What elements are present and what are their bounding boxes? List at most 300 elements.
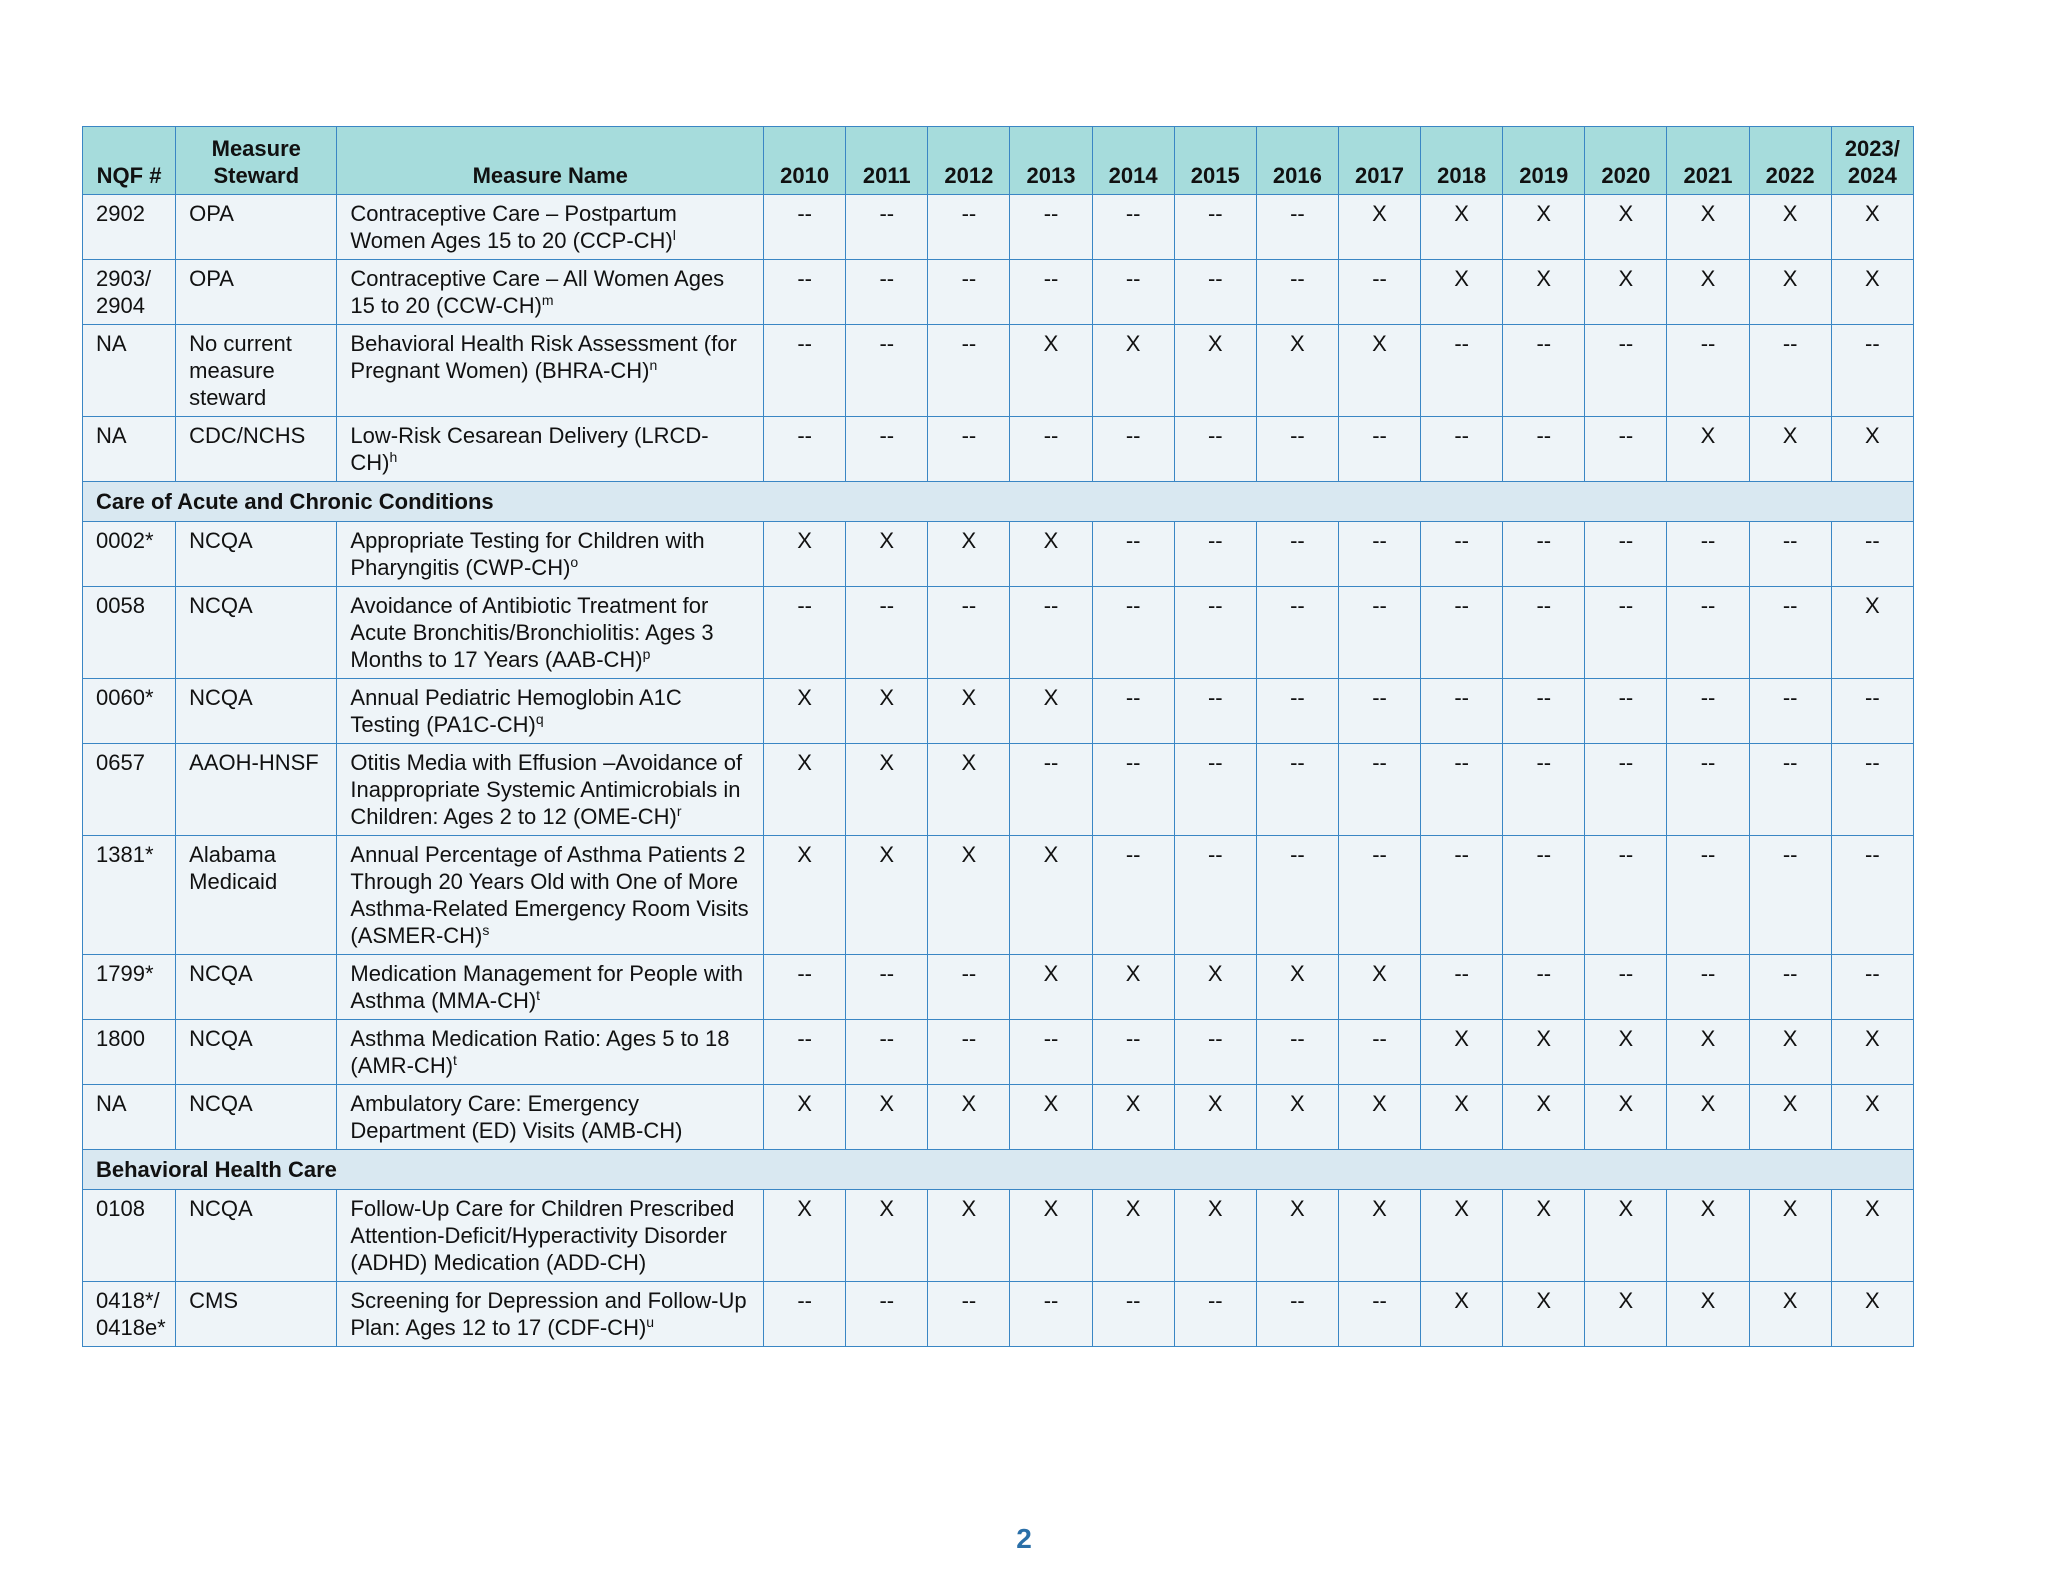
- cell-year-status: --: [1831, 744, 1913, 836]
- cell-year-status: --: [764, 955, 846, 1020]
- header-year: 2019: [1503, 127, 1585, 195]
- cell-year-status: X: [1503, 260, 1585, 325]
- cell-year-status: X: [1174, 1190, 1256, 1282]
- measure-name-text: Contraceptive Care – Postpartum Women Ages 15 to 20 (CCP-CH): [350, 201, 677, 253]
- measure-name-text: Annual Percentage of Asthma Patients 2 Through 20 Years Old with One of More Asthma-Related Emergency Room Visits (ASMER-CH): [350, 842, 749, 948]
- cell-year-status: X: [1421, 195, 1503, 260]
- table-header-row: [83, 127, 1914, 195]
- cell-year-status: --: [764, 260, 846, 325]
- cell-nqf: 1381*: [83, 836, 176, 955]
- cell-year-status: --: [1749, 955, 1831, 1020]
- cell-year-status: --: [1503, 417, 1585, 482]
- cell-year-status: --: [846, 1020, 928, 1085]
- cell-nqf: NA: [83, 325, 176, 417]
- cell-year-status: X: [1421, 1190, 1503, 1282]
- table-row: [83, 1282, 1914, 1347]
- cell-year-status: X: [1503, 1282, 1585, 1347]
- cell-measure-name: [337, 195, 764, 260]
- cell-steward: CMS: [176, 1282, 337, 1347]
- measure-name-text: Appropriate Testing for Children with Pharyngitis (CWP-CH): [350, 528, 705, 580]
- cell-year-status: --: [1667, 325, 1749, 417]
- header-year: 2017: [1338, 127, 1420, 195]
- cell-year-status: --: [1338, 587, 1420, 679]
- cell-nqf: 0002*: [83, 522, 176, 587]
- cell-year-status: X: [928, 1190, 1010, 1282]
- cell-year-status: X: [1174, 1085, 1256, 1150]
- cell-year-status: X: [1174, 325, 1256, 417]
- footnote-marker: o: [570, 554, 579, 570]
- cell-year-status: --: [1256, 587, 1338, 679]
- table-row: [83, 1020, 1914, 1085]
- cell-year-status: --: [1421, 679, 1503, 744]
- cell-year-status: --: [1831, 955, 1913, 1020]
- cell-measure-name: [337, 325, 764, 417]
- cell-year-status: --: [1256, 679, 1338, 744]
- cell-steward: NCQA: [176, 1190, 337, 1282]
- cell-year-status: --: [1338, 1020, 1420, 1085]
- measure-name-text: Otitis Media with Effusion –Avoidance of Inappropriate Systemic Antimicrobials in Children: Ages 2 to 12 (OME-CH): [350, 750, 743, 829]
- cell-year-status: --: [1667, 744, 1749, 836]
- cell-year-status: --: [1421, 955, 1503, 1020]
- cell-year-status: X: [1421, 1085, 1503, 1150]
- cell-year-status: --: [1503, 587, 1585, 679]
- cell-year-status: X: [1256, 1085, 1338, 1150]
- cell-year-status: X: [1338, 1085, 1420, 1150]
- table-row: [83, 587, 1914, 679]
- table-body: [83, 195, 1914, 1347]
- cell-year-status: X: [846, 679, 928, 744]
- cell-year-status: X: [1667, 1020, 1749, 1085]
- measure-name-text: Ambulatory Care: Emergency Department (ED) Visits (AMB-CH): [350, 1091, 683, 1143]
- cell-year-status: --: [1831, 522, 1913, 587]
- cell-steward: NCQA: [176, 679, 337, 744]
- cell-year-status: --: [1256, 522, 1338, 587]
- cell-year-status: X: [1092, 1190, 1174, 1282]
- cell-year-status: --: [1667, 955, 1749, 1020]
- measures-table: [82, 126, 1914, 1347]
- cell-nqf: 1800: [83, 1020, 176, 1085]
- cell-year-status: X: [846, 744, 928, 836]
- cell-year-status: --: [1338, 679, 1420, 744]
- cell-nqf: 0058: [83, 587, 176, 679]
- header-year: 2015: [1174, 127, 1256, 195]
- cell-year-status: --: [764, 1020, 846, 1085]
- cell-year-status: X: [1585, 1020, 1667, 1085]
- cell-year-status: X: [764, 744, 846, 836]
- cell-year-status: --: [1010, 587, 1092, 679]
- cell-steward: NCQA: [176, 1020, 337, 1085]
- footnote-marker: l: [672, 227, 676, 243]
- cell-year-status: X: [1010, 1190, 1092, 1282]
- header-year: 2022: [1749, 127, 1831, 195]
- cell-year-status: X: [1092, 1085, 1174, 1150]
- cell-steward: No current measure steward: [176, 325, 337, 417]
- header-year: 2011: [846, 127, 928, 195]
- cell-year-status: --: [1256, 417, 1338, 482]
- cell-year-status: --: [1010, 195, 1092, 260]
- cell-year-status: --: [1421, 522, 1503, 587]
- cell-year-status: X: [1338, 195, 1420, 260]
- cell-year-status: --: [846, 195, 928, 260]
- cell-year-status: X: [1503, 1020, 1585, 1085]
- cell-year-status: X: [1749, 1020, 1831, 1085]
- cell-year-status: --: [1092, 1282, 1174, 1347]
- cell-year-status: X: [1667, 417, 1749, 482]
- cell-year-status: --: [1174, 260, 1256, 325]
- cell-year-status: --: [1256, 1282, 1338, 1347]
- cell-year-status: --: [1749, 325, 1831, 417]
- cell-year-status: X: [1010, 955, 1092, 1020]
- cell-nqf: 0060*: [83, 679, 176, 744]
- cell-year-status: --: [1256, 836, 1338, 955]
- cell-year-status: --: [1749, 587, 1831, 679]
- cell-year-status: X: [1010, 522, 1092, 587]
- cell-year-status: --: [1503, 744, 1585, 836]
- cell-year-status: --: [1010, 417, 1092, 482]
- header-measure-steward: [176, 127, 337, 195]
- cell-year-status: --: [846, 417, 928, 482]
- cell-year-status: --: [764, 1282, 846, 1347]
- cell-year-status: --: [846, 1282, 928, 1347]
- cell-year-status: X: [928, 1085, 1010, 1150]
- cell-year-status: --: [1174, 195, 1256, 260]
- cell-year-status: X: [1831, 1020, 1913, 1085]
- cell-nqf: NA: [83, 417, 176, 482]
- table-row: [83, 325, 1914, 417]
- cell-year-status: --: [1174, 744, 1256, 836]
- table-row: [83, 195, 1914, 260]
- cell-year-status: X: [1503, 1085, 1585, 1150]
- measure-name-text: Screening for Depression and Follow-Up Plan: Ages 12 to 17 (CDF-CH): [350, 1288, 747, 1340]
- cell-year-status: X: [1092, 955, 1174, 1020]
- cell-measure-name: [337, 679, 764, 744]
- section-label: Behavioral Health Care: [83, 1150, 1914, 1190]
- measure-name-text: Asthma Medication Ratio: Ages 5 to 18 (AMR-CH): [350, 1026, 730, 1078]
- cell-year-status: --: [1421, 836, 1503, 955]
- cell-nqf: 2902: [83, 195, 176, 260]
- cell-measure-name: [337, 1190, 764, 1282]
- cell-measure-name: [337, 836, 764, 955]
- cell-year-status: X: [928, 679, 1010, 744]
- table-row: [83, 836, 1914, 955]
- header-steward-line2: Steward: [213, 163, 300, 188]
- cell-year-status: --: [928, 260, 1010, 325]
- cell-year-status: --: [1338, 260, 1420, 325]
- section-label: Care of Acute and Chronic Conditions: [83, 482, 1914, 522]
- header-year-2023-2024: [1831, 127, 1913, 195]
- cell-year-status: X: [1010, 325, 1092, 417]
- cell-year-status: X: [846, 522, 928, 587]
- cell-year-status: --: [764, 325, 846, 417]
- cell-year-status: X: [1749, 1282, 1831, 1347]
- cell-steward: OPA: [176, 195, 337, 260]
- cell-measure-name: [337, 587, 764, 679]
- cell-year-status: --: [1092, 417, 1174, 482]
- cell-year-status: --: [1585, 417, 1667, 482]
- cell-year-status: --: [1174, 587, 1256, 679]
- cell-measure-name: [337, 955, 764, 1020]
- cell-year-status: X: [1667, 1190, 1749, 1282]
- cell-year-status: X: [1338, 1190, 1420, 1282]
- cell-year-status: --: [1831, 325, 1913, 417]
- cell-year-status: X: [1585, 260, 1667, 325]
- cell-year-status: --: [1174, 836, 1256, 955]
- cell-steward: NCQA: [176, 587, 337, 679]
- table-row: [83, 744, 1914, 836]
- cell-year-status: --: [1338, 522, 1420, 587]
- cell-year-status: X: [1421, 1282, 1503, 1347]
- cell-year-status: X: [1585, 195, 1667, 260]
- cell-nqf: NA: [83, 1085, 176, 1150]
- measure-name-text: Follow-Up Care for Children Prescribed Attention-Deficit/Hyperactivity Disorder (ADHD) Medication (ADD-CH): [350, 1196, 735, 1275]
- cell-year-status: --: [1585, 325, 1667, 417]
- cell-year-status: --: [1749, 522, 1831, 587]
- cell-year-status: --: [764, 195, 846, 260]
- cell-year-status: --: [1503, 955, 1585, 1020]
- cell-year-status: --: [1585, 955, 1667, 1020]
- cell-year-status: X: [1831, 587, 1913, 679]
- header-year: 2018: [1421, 127, 1503, 195]
- cell-year-status: --: [1338, 744, 1420, 836]
- header-year-line1: 2023/: [1844, 136, 1900, 161]
- cell-year-status: X: [1256, 955, 1338, 1020]
- header-steward-line1: Measure: [211, 136, 301, 161]
- cell-year-status: X: [1174, 955, 1256, 1020]
- footnote-marker: h: [389, 449, 398, 465]
- cell-year-status: X: [1831, 1085, 1913, 1150]
- cell-year-status: X: [1749, 195, 1831, 260]
- cell-year-status: X: [928, 836, 1010, 955]
- cell-year-status: X: [928, 744, 1010, 836]
- header-year: 2010: [764, 127, 846, 195]
- cell-year-status: --: [928, 1020, 1010, 1085]
- cell-year-status: --: [846, 587, 928, 679]
- cell-year-status: X: [1667, 1282, 1749, 1347]
- cell-nqf: 0418*/ 0418e*: [83, 1282, 176, 1347]
- cell-year-status: X: [1667, 1085, 1749, 1150]
- cell-nqf: 2903/ 2904: [83, 260, 176, 325]
- cell-year-status: --: [1092, 260, 1174, 325]
- cell-year-status: --: [1092, 744, 1174, 836]
- cell-year-status: X: [1831, 417, 1913, 482]
- cell-measure-name: [337, 1282, 764, 1347]
- cell-year-status: --: [1010, 260, 1092, 325]
- cell-year-status: --: [1667, 679, 1749, 744]
- cell-year-status: X: [928, 522, 1010, 587]
- measure-name-text: Annual Pediatric Hemoglobin A1C Testing (PA1C-CH): [350, 685, 682, 737]
- cell-year-status: X: [1421, 260, 1503, 325]
- cell-year-status: X: [1831, 195, 1913, 260]
- cell-year-status: --: [764, 417, 846, 482]
- cell-year-status: --: [764, 587, 846, 679]
- cell-year-status: X: [1585, 1282, 1667, 1347]
- cell-year-status: X: [1831, 1282, 1913, 1347]
- cell-year-status: --: [1749, 679, 1831, 744]
- cell-year-status: --: [1503, 522, 1585, 587]
- cell-year-status: --: [1585, 744, 1667, 836]
- cell-year-status: --: [928, 1282, 1010, 1347]
- cell-year-status: --: [1831, 836, 1913, 955]
- cell-year-status: --: [928, 195, 1010, 260]
- cell-year-status: --: [1421, 417, 1503, 482]
- cell-steward: AAOH-HNSF: [176, 744, 337, 836]
- cell-year-status: --: [846, 325, 928, 417]
- table-row: [83, 679, 1914, 744]
- header-year: 2014: [1092, 127, 1174, 195]
- cell-year-status: --: [1503, 836, 1585, 955]
- footnote-marker: n: [649, 357, 658, 373]
- cell-year-status: X: [1338, 955, 1420, 1020]
- cell-year-status: --: [1503, 325, 1585, 417]
- table-row: [83, 955, 1914, 1020]
- cell-year-status: X: [1831, 1190, 1913, 1282]
- cell-year-status: --: [1174, 1020, 1256, 1085]
- cell-year-status: --: [1585, 522, 1667, 587]
- footnote-marker: t: [453, 1052, 457, 1068]
- cell-steward: NCQA: [176, 522, 337, 587]
- cell-year-status: --: [928, 587, 1010, 679]
- cell-year-status: X: [1585, 1190, 1667, 1282]
- cell-year-status: --: [1174, 679, 1256, 744]
- section-row: [83, 482, 1914, 522]
- section-row: [83, 1150, 1914, 1190]
- cell-year-status: X: [1256, 325, 1338, 417]
- cell-nqf: 0657: [83, 744, 176, 836]
- cell-year-status: X: [1667, 195, 1749, 260]
- cell-year-status: --: [1585, 587, 1667, 679]
- cell-year-status: --: [1338, 417, 1420, 482]
- cell-year-status: --: [1256, 1020, 1338, 1085]
- cell-year-status: --: [928, 955, 1010, 1020]
- cell-year-status: --: [1338, 836, 1420, 955]
- cell-year-status: --: [1338, 1282, 1420, 1347]
- cell-year-status: --: [1092, 587, 1174, 679]
- cell-year-status: --: [1421, 744, 1503, 836]
- header-year-line2: 2024: [1847, 163, 1897, 188]
- footnote-marker: p: [642, 646, 651, 662]
- cell-steward: CDC/NCHS: [176, 417, 337, 482]
- cell-year-status: X: [1749, 260, 1831, 325]
- footnote-marker: t: [536, 987, 541, 1003]
- cell-year-status: --: [846, 955, 928, 1020]
- cell-year-status: X: [1010, 1085, 1092, 1150]
- cell-year-status: --: [1503, 679, 1585, 744]
- cell-steward: Alabama Medicaid: [176, 836, 337, 955]
- cell-year-status: X: [1749, 417, 1831, 482]
- cell-year-status: --: [1092, 195, 1174, 260]
- cell-year-status: X: [764, 522, 846, 587]
- cell-measure-name: [337, 417, 764, 482]
- measure-name-text: Contraceptive Care – All Women Ages 15 to 20 (CCW-CH): [350, 266, 725, 318]
- cell-measure-name: [337, 522, 764, 587]
- header-measure-name: Measure Name: [337, 127, 764, 195]
- cell-year-status: X: [764, 1085, 846, 1150]
- header-year: 2020: [1585, 127, 1667, 195]
- cell-year-status: --: [1256, 195, 1338, 260]
- cell-steward: OPA: [176, 260, 337, 325]
- cell-year-status: --: [1092, 679, 1174, 744]
- header-nqf: NQF #: [83, 127, 176, 195]
- measure-name-text: Low-Risk Cesarean Delivery (LRCD-CH): [350, 423, 709, 475]
- cell-year-status: --: [1421, 587, 1503, 679]
- cell-measure-name: [337, 744, 764, 836]
- cell-year-status: --: [1174, 522, 1256, 587]
- cell-year-status: --: [1256, 260, 1338, 325]
- measure-name-text: Avoidance of Antibiotic Treatment for Acute Bronchitis/Bronchiolitis: Ages 3 Months to 17 Years (AAB-CH): [350, 593, 714, 672]
- cell-year-status: --: [1092, 836, 1174, 955]
- cell-year-status: X: [1092, 325, 1174, 417]
- cell-nqf: 1799*: [83, 955, 176, 1020]
- measure-name-text: Medication Management for People with Asthma (MMA-CH): [350, 961, 743, 1013]
- cell-year-status: --: [1010, 1282, 1092, 1347]
- cell-year-status: --: [846, 260, 928, 325]
- cell-year-status: X: [1256, 1190, 1338, 1282]
- cell-year-status: --: [928, 325, 1010, 417]
- cell-year-status: --: [1831, 679, 1913, 744]
- cell-year-status: --: [1667, 522, 1749, 587]
- footnote-marker: m: [541, 292, 554, 308]
- cell-year-status: X: [764, 1190, 846, 1282]
- footnote-marker: u: [646, 1314, 655, 1330]
- cell-year-status: --: [1092, 522, 1174, 587]
- cell-year-status: --: [1010, 744, 1092, 836]
- cell-year-status: X: [1010, 836, 1092, 955]
- cell-steward: NCQA: [176, 955, 337, 1020]
- cell-steward: NCQA: [176, 1085, 337, 1150]
- cell-year-status: X: [1421, 1020, 1503, 1085]
- cell-year-status: X: [1831, 260, 1913, 325]
- cell-year-status: --: [1174, 1282, 1256, 1347]
- cell-year-status: --: [1667, 836, 1749, 955]
- cell-year-status: --: [1749, 836, 1831, 955]
- cell-year-status: X: [846, 1085, 928, 1150]
- cell-year-status: X: [764, 836, 846, 955]
- cell-measure-name: [337, 1020, 764, 1085]
- cell-nqf: 0108: [83, 1190, 176, 1282]
- cell-year-status: X: [1749, 1190, 1831, 1282]
- cell-measure-name: [337, 1085, 764, 1150]
- cell-measure-name: [337, 260, 764, 325]
- cell-year-status: X: [1749, 1085, 1831, 1150]
- cell-year-status: --: [1585, 836, 1667, 955]
- table-row: [83, 522, 1914, 587]
- cell-year-status: X: [1010, 679, 1092, 744]
- page-number: 2: [1016, 1523, 1032, 1554]
- measure-name-text: Behavioral Health Risk Assessment (for Pregnant Women) (BHRA-CH): [350, 331, 737, 383]
- footnote-marker: q: [535, 711, 544, 727]
- cell-year-status: X: [846, 1190, 928, 1282]
- cell-year-status: X: [764, 679, 846, 744]
- footnote-marker: s: [482, 922, 490, 938]
- header-year: 2016: [1256, 127, 1338, 195]
- table-row: [83, 417, 1914, 482]
- header-year: 2021: [1667, 127, 1749, 195]
- table-row: [83, 1085, 1914, 1150]
- cell-year-status: X: [846, 836, 928, 955]
- table-row: [83, 1190, 1914, 1282]
- cell-year-status: --: [1667, 587, 1749, 679]
- cell-year-status: --: [1585, 679, 1667, 744]
- cell-year-status: --: [1174, 417, 1256, 482]
- header-year: 2013: [1010, 127, 1092, 195]
- table-row: [83, 260, 1914, 325]
- cell-year-status: --: [1092, 1020, 1174, 1085]
- cell-year-status: --: [1421, 325, 1503, 417]
- cell-year-status: X: [1503, 1190, 1585, 1282]
- cell-year-status: X: [1503, 195, 1585, 260]
- header-year: 2012: [928, 127, 1010, 195]
- cell-year-status: X: [1585, 1085, 1667, 1150]
